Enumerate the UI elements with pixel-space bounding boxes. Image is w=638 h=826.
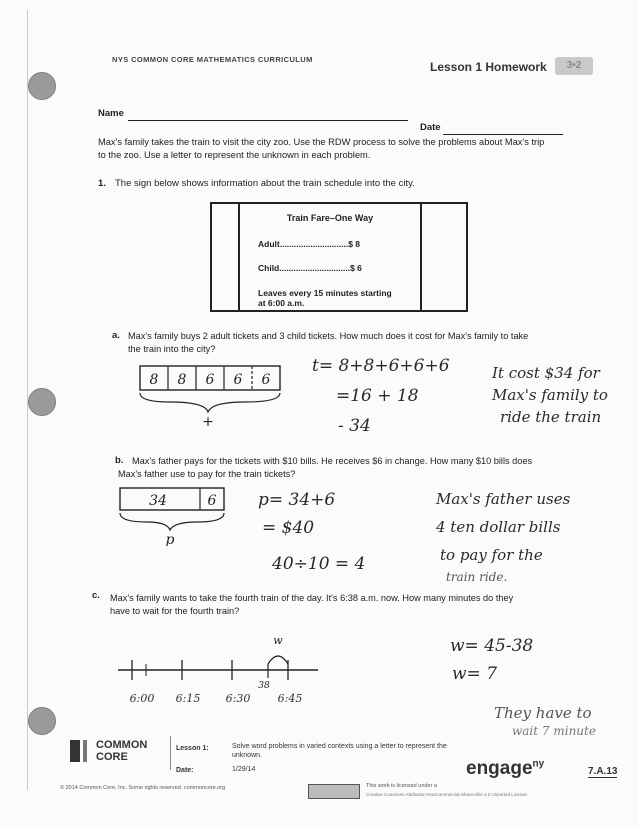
date-field-line[interactable] [443,134,563,135]
part-c-text-1: Max's family wants to take the fourth train of the day. It's 6:38 a.m. now. How many minutes do they [110,593,514,603]
sign-child-fare: Child..............................$ 6 [258,263,362,273]
binder-hole-middle [28,388,56,416]
footer-date-label: Date: [176,767,194,774]
answer-b-line-4: train ride. [446,570,508,584]
lesson-badge: 3•2 [555,57,593,75]
answer-c-line-2: wait 7 minute [512,724,596,738]
footer-divider [170,736,171,770]
sign-title: Train Fare–One Way [286,213,374,223]
part-b-text-1: Max's father pays for the tickets with $10 bills. He receives $6 in change. How many $10 bills does [132,456,533,466]
cc-license-badge [308,784,360,799]
binder-hole-top [28,72,56,100]
number-line-tick-3: 6:30 [225,692,251,705]
license-text-1: This work is licensed under a [366,783,437,789]
license-text-2: Creative Commons Attribution-NonCommercial-ShareAlike 3.0 Unported License. [366,792,529,797]
page-code: 7.A.13 [588,766,618,777]
work-b-line-1: p= 34+6 [258,490,336,510]
number-line-tick-2: 6:15 [175,692,201,705]
engageny-logo [466,758,544,780]
part-a-letter: a. [112,330,120,341]
number-line-c [112,630,324,710]
work-c-line-1: w= 45-38 [450,636,534,656]
answer-a-line-1: It cost $34 for [492,364,600,382]
tape-a-cell-3: 6 [205,372,215,388]
intro-line-2: to the zoo. Use a letter to represent the unknown in each problem. [98,150,371,160]
work-a-line-1: t= 8+8+6+6+6 [312,356,450,376]
tape-b-unknown: p [165,532,175,546]
tape-a-cell-1: 8 [149,372,159,388]
sign-schedule-line-2: at 6:00 a.m. [258,298,305,308]
engageny-brand-sup: ny [532,758,545,770]
part-b-letter: b. [115,455,124,466]
name-label: Name [98,108,124,119]
tape-b-cell-2: 6 [207,493,217,509]
sign-inner-panel [238,204,422,310]
footer-lesson-text-1: Solve word problems in varied contexts using a letter to represent the [232,743,447,750]
curriculum-title: NYS COMMON CORE MATHEMATICS CURRICULUM [112,55,313,64]
common-core-logo-bottom: CORE [96,751,128,763]
part-a-text-2: the train into the city? [128,344,216,354]
footer-lesson-text-2: unknown. [232,752,262,759]
work-a-line-3: - 34 [338,416,371,436]
number-line-tick-4: 6:45 [277,692,303,705]
part-c-letter: c. [92,590,100,601]
footer-date-value: 1/29/14 [232,766,256,773]
work-b-line-2: = $40 [262,518,315,538]
tape-diagram-a [120,360,290,430]
answer-b-line-3: to pay for the [440,546,543,564]
question-1-text: The sign below shows information about the train schedule into the city. [115,178,415,189]
answer-a-line-2: Max's family to [492,386,608,404]
answer-c-line-1: They have to [494,704,592,722]
part-b-text-2: Max's father use to pay for the train tickets? [118,469,296,479]
footer-lesson-label: Lesson 1: [176,745,209,752]
number-line-marker: 38 [258,681,270,691]
name-field-line[interactable] [128,120,408,121]
work-c-line-2: w= 7 [452,664,498,684]
question-number: 1. [98,178,106,189]
tape-a-cell-4: 6 [233,372,243,388]
tape-b-cell-1: 34 [149,493,167,509]
engageny-brand: engage [466,758,533,779]
answer-a-line-3: ride the train [500,408,602,426]
date-label: Date [420,122,441,133]
train-fare-sign [210,202,468,312]
answer-b-line-2: 4 ten dollar bills [436,518,561,536]
sign-schedule-line-1: Leaves every 15 minutes starting [258,288,392,298]
binder-hole-bottom [28,707,56,735]
work-a-line-2: =16 + 18 [336,386,419,406]
common-core-logo-bar [83,740,87,762]
common-core-logo-mark [70,740,80,762]
number-line-tick-1: 6:00 [129,692,155,705]
intro-line-1: Max's family takes the train to visit the city zoo. Use the RDW process to solve the problems about Max's trip [98,137,545,147]
work-b-line-3: 40÷10 = 4 [272,554,366,574]
tape-a-cell-2: 8 [177,372,187,388]
tape-a-unknown: + [202,414,214,430]
common-core-logo-top: COMMON [96,739,148,751]
number-line-unknown: w [273,634,283,647]
part-a-text-1: Max's family buys 2 adult tickets and 3 child tickets. How much does it cost for Max's family to take [128,331,529,341]
tape-a-cell-5: 6 [261,372,271,388]
part-c-text-2: have to wait for the fourth train? [110,606,240,616]
answer-b-line-1: Max's father uses [436,490,571,508]
sign-adult-fare: Adult.............................$ 8 [258,239,361,249]
tape-diagram-b [112,484,232,546]
lesson-title: Lesson 1 Homework [430,60,547,74]
copyright-text: © 2014 Common Core, Inc. Some rights reserved. commoncore.org [60,785,226,791]
